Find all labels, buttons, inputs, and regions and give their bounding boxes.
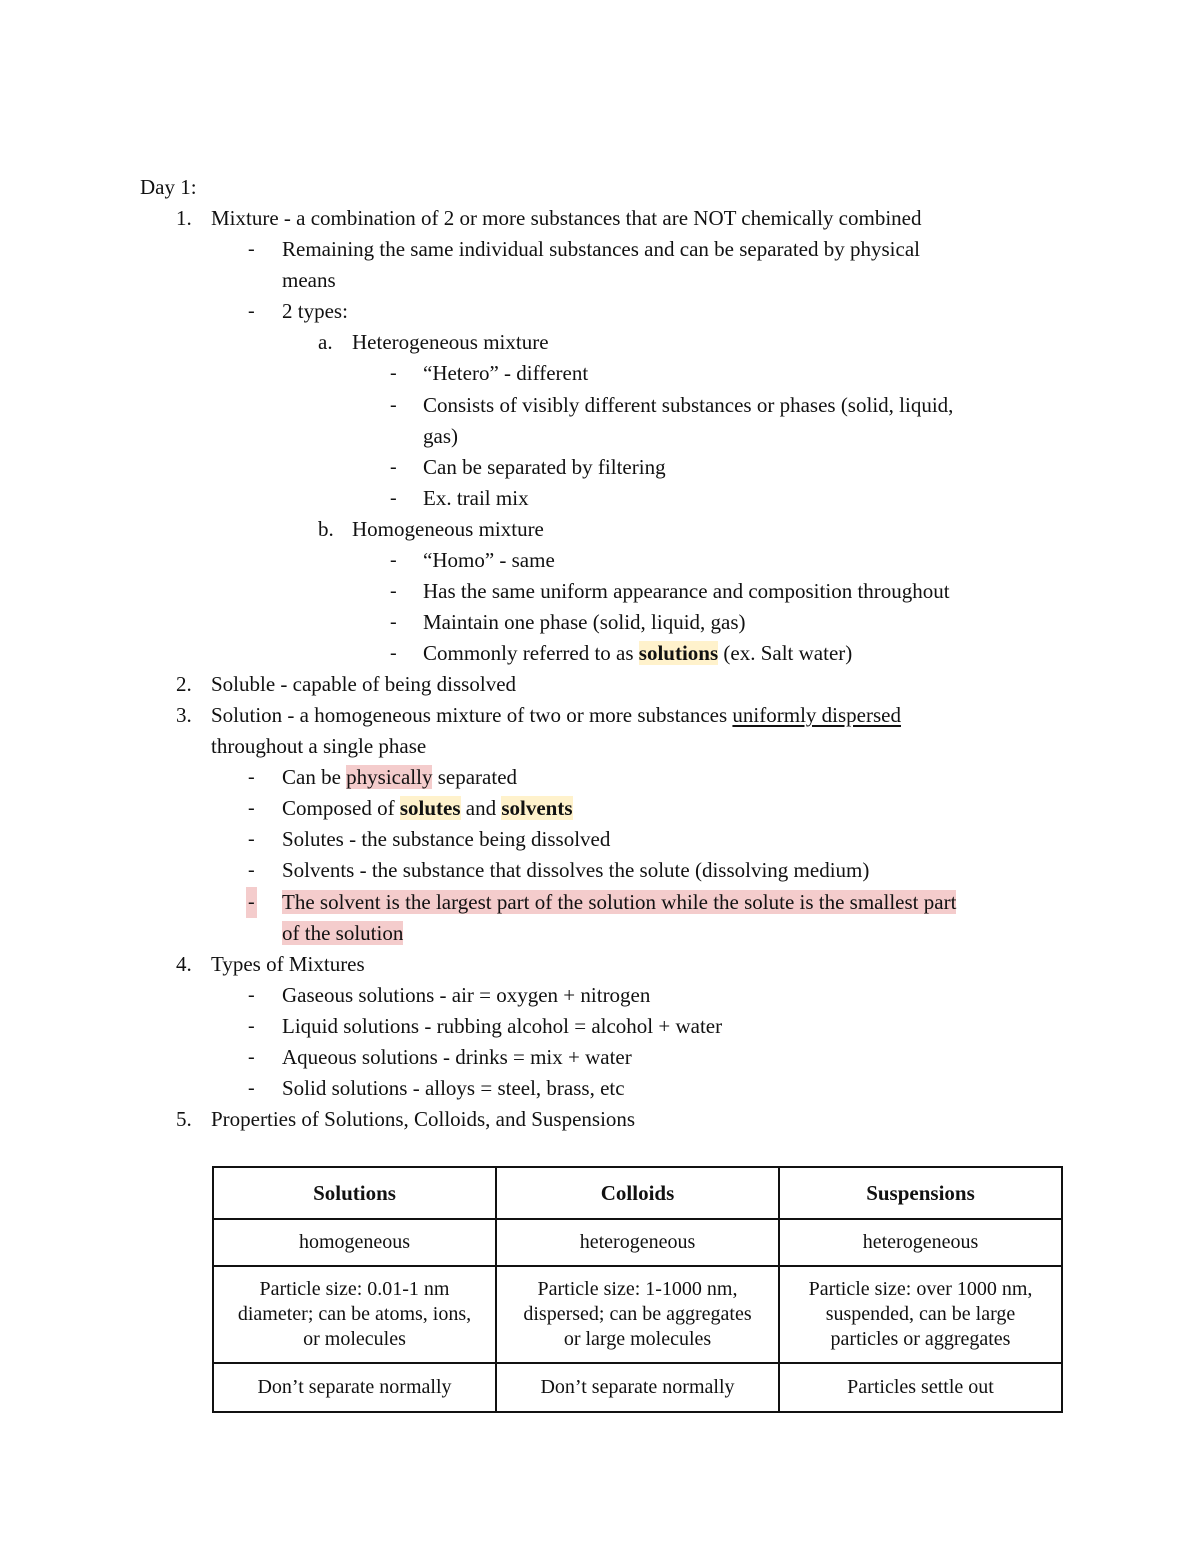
sub-item-pre: Can be	[282, 765, 347, 789]
bullet-dash: -	[248, 766, 255, 788]
underlined-phrase: uniformly dispersed	[732, 703, 901, 727]
cell-line: suspended, can be large	[825, 1303, 1016, 1325]
table-cell: heterogeneous	[496, 1219, 779, 1266]
sub-item-post: separated	[432, 765, 518, 789]
bullet-dash: -	[390, 642, 397, 664]
highlighted-term: solvents	[501, 796, 573, 820]
table-cell: Particles settle out	[779, 1363, 1062, 1412]
type-title: Heterogeneous mixture	[352, 330, 549, 354]
bullet-dash: -	[246, 887, 257, 918]
bullet-dash: -	[390, 611, 397, 633]
point-text-post: (ex. Salt water)	[718, 641, 853, 665]
point-text: Consists of visibly different substances or phases (solid, liquid,	[423, 393, 954, 417]
bullet-dash: -	[390, 487, 397, 509]
highlighted-sentence: The solvent is the largest part of the solution while the solute is the smallest part	[282, 890, 957, 914]
list-item-text: Properties of Solutions, Colloids, and Suspensions	[211, 1107, 636, 1131]
list-number: 1.	[176, 206, 192, 230]
header-colloids: Colloids	[496, 1167, 779, 1219]
table-cell: Don’t separate normally	[213, 1363, 496, 1412]
table-cell: homogeneous	[213, 1219, 496, 1266]
point-text: Can be separated by filtering	[423, 455, 666, 479]
cell-line: Particle size: 0.01-1 nm	[259, 1278, 450, 1300]
page-heading: Day 1:	[140, 175, 197, 199]
list-item-text-pre: Solution - a homogeneous mixture of two or more substances	[211, 703, 733, 727]
sub-item-text: means	[282, 268, 336, 292]
point-text: gas)	[423, 424, 458, 448]
sub-item-text: Remaining the same individual substances and can be separated by physical	[282, 237, 920, 261]
point-text	[423, 638, 852, 669]
bullet-dash: -	[390, 394, 397, 416]
list-item-text: throughout a single phase	[211, 734, 427, 758]
sub-item-text: Solutes - the substance being dissolved	[282, 827, 611, 851]
bullet-dash: -	[390, 456, 397, 478]
sub-item-text: Liquid solutions - rubbing alcohol = alcohol + water	[282, 1014, 723, 1038]
sub-item-text	[282, 793, 573, 824]
list-letter: b.	[318, 517, 334, 541]
table-cell: heterogeneous	[779, 1219, 1062, 1266]
bullet-dash: -	[248, 797, 255, 819]
type-title: Homogeneous mixture	[352, 517, 544, 541]
table-header-row	[213, 1167, 1062, 1219]
point-text-pre: Commonly referred to as	[423, 641, 639, 665]
bullet-dash: -	[248, 238, 255, 260]
cell-line: diameter; can be atoms, ions,	[237, 1303, 472, 1325]
table-row	[213, 1363, 1062, 1412]
bullet-dash: -	[390, 580, 397, 602]
point-text: “Hetero” - different	[423, 361, 589, 385]
sub-item-text	[282, 762, 517, 793]
list-number: 5.	[176, 1107, 192, 1131]
point-text: “Homo” - same	[423, 548, 555, 572]
list-number: 3.	[176, 703, 192, 727]
table-row	[213, 1219, 1062, 1266]
point-text: Has the same uniform appearance and composition throughout	[423, 579, 950, 603]
point-text: Ex. trail mix	[423, 486, 529, 510]
list-item-text: Soluble - capable of being dissolved	[211, 672, 517, 696]
cell-line: or large molecules	[563, 1328, 712, 1350]
header-suspensions: Suspensions	[779, 1167, 1062, 1219]
bullet-dash: -	[248, 1015, 255, 1037]
header-solutions: Solutions	[213, 1167, 496, 1219]
cell-line: dispersed; can be aggregates	[523, 1303, 752, 1325]
highlighted-sentence: of the solution	[282, 921, 404, 945]
sub-item-text: 2 types:	[282, 299, 348, 323]
table-cell	[213, 1266, 496, 1363]
cell-line: or molecules	[303, 1328, 406, 1350]
table-cell	[779, 1266, 1062, 1363]
highlighted-term: solutes	[399, 796, 461, 820]
bullet-dash: -	[248, 300, 255, 322]
sub-item-pre: Composed of	[282, 796, 400, 820]
sub-item-text	[282, 887, 956, 918]
bullet-dash: -	[248, 984, 255, 1006]
sub-item-text	[282, 918, 403, 949]
table-cell: Don’t separate normally	[496, 1363, 779, 1412]
properties-table	[212, 1166, 1063, 1413]
list-letter: a.	[318, 330, 333, 354]
bullet-dash: -	[248, 1046, 255, 1068]
cell-line: Particle size: 1-1000 nm,	[537, 1278, 738, 1300]
list-item-text: Mixture - a combination of 2 or more substances that are NOT chemically combined	[211, 206, 922, 230]
point-text: Maintain one phase (solid, liquid, gas)	[423, 610, 746, 634]
cell-line: Particle size: over 1000 nm,	[808, 1278, 1033, 1300]
bullet-dash: -	[390, 549, 397, 571]
bullet-dash: -	[248, 828, 255, 850]
sub-item-text: Aqueous solutions - drinks = mix + water	[282, 1045, 632, 1069]
table-row	[213, 1266, 1062, 1363]
table-cell	[496, 1266, 779, 1363]
sub-item-text: Solid solutions - alloys = steel, brass, etc	[282, 1076, 625, 1100]
sub-item-text: Solvents - the substance that dissolves the solute (dissolving medium)	[282, 858, 870, 882]
bullet-dash: -	[248, 1077, 255, 1099]
list-number: 2.	[176, 672, 192, 696]
sub-item-text: Gaseous solutions - air = oxygen + nitrogen	[282, 983, 651, 1007]
sub-item-mid: and	[460, 796, 502, 820]
bullet-dash: -	[248, 859, 255, 881]
list-number: 4.	[176, 952, 192, 976]
highlighted-word: physically	[346, 765, 433, 789]
bullet-dash: -	[390, 362, 397, 384]
list-item-text	[211, 700, 901, 731]
highlighted-term: solutions	[638, 641, 719, 665]
cell-line: particles or aggregates	[830, 1328, 1011, 1350]
list-item-text: Types of Mixtures	[211, 952, 365, 976]
